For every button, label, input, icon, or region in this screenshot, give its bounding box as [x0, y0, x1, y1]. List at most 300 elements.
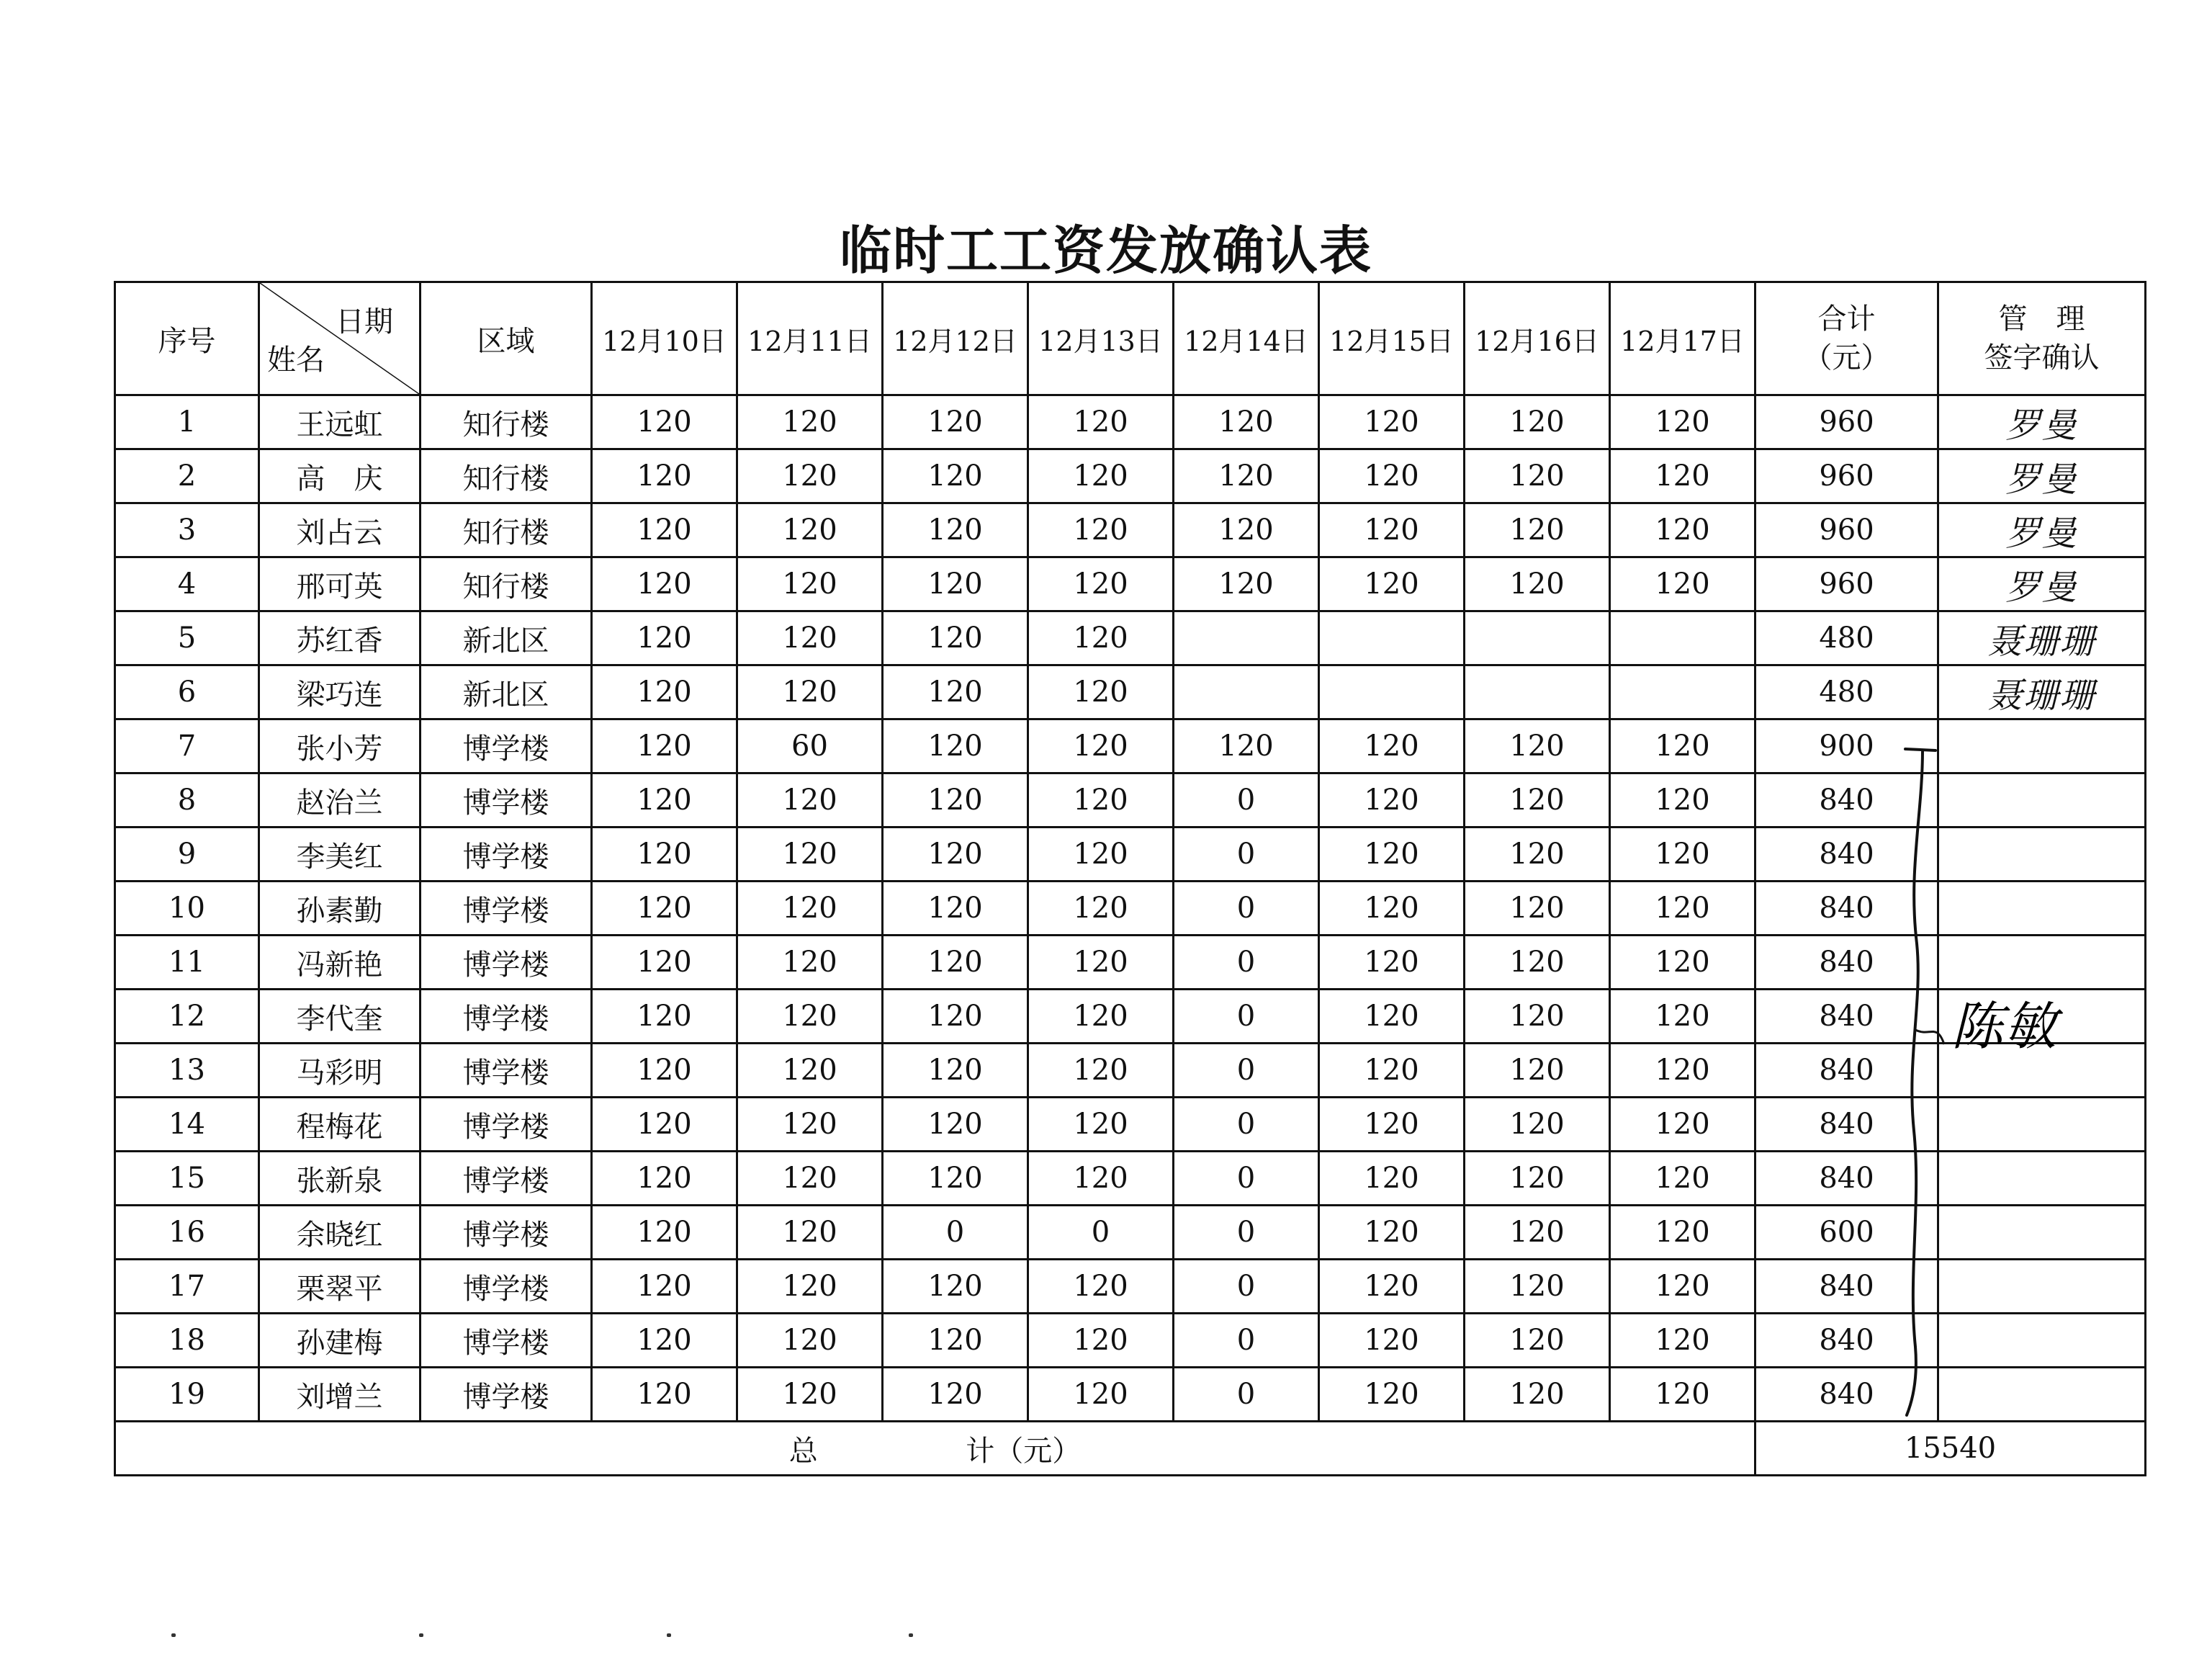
- row-day-1-wage: 120: [592, 503, 737, 557]
- row-day-3-wage: 120: [883, 503, 1028, 557]
- row-seq: 2: [115, 449, 259, 503]
- header-total-line2: （元）: [1803, 341, 1890, 374]
- header-signature: [1938, 282, 2146, 395]
- row-day-8-wage: 120: [1610, 395, 1755, 449]
- header-total-line1: 合计: [1817, 302, 1876, 336]
- header-date-2: 12月11日: [737, 282, 883, 395]
- row-day-6-wage: 120: [1319, 719, 1465, 773]
- row-day-3-wage: 120: [883, 557, 1028, 611]
- row-area: 博学楼: [421, 773, 592, 828]
- row-day-1-wage: 120: [592, 936, 737, 990]
- row-seq: 8: [115, 773, 259, 828]
- row-day-6-wage: [1319, 665, 1465, 719]
- row-day-1-wage: 120: [592, 1368, 737, 1422]
- row-day-6-wage: 120: [1319, 395, 1465, 449]
- row-day-6-wage: 120: [1319, 1098, 1465, 1152]
- row-day-3-wage: 120: [883, 611, 1028, 665]
- table-row: [115, 828, 2146, 882]
- header-date-label: 日期: [336, 305, 393, 338]
- header-area: 区域: [421, 282, 592, 395]
- row-day-7-wage: 120: [1465, 557, 1610, 611]
- row-area: 知行楼: [421, 395, 592, 449]
- row-day-7-wage: 120: [1465, 990, 1610, 1044]
- row-total: 840: [1755, 1044, 1938, 1098]
- row-day-8-wage: 120: [1610, 1152, 1755, 1206]
- row-day-4-wage: 120: [1028, 1152, 1174, 1206]
- row-day-6-wage: 120: [1319, 1368, 1465, 1422]
- header-name-label: 姓名: [267, 344, 325, 377]
- row-day-5-wage: 0: [1174, 828, 1319, 882]
- row-total: 900: [1755, 719, 1938, 773]
- row-seq: 12: [115, 990, 259, 1044]
- row-day-2-wage: 120: [737, 1098, 883, 1152]
- signature-luo-man: 罗曼: [2005, 513, 2078, 554]
- row-seq: 11: [115, 936, 259, 990]
- row-area: 博学楼: [421, 719, 592, 773]
- row-day-6-wage: 120: [1319, 773, 1465, 828]
- row-total: 960: [1755, 557, 1938, 611]
- table-row: [115, 449, 2146, 503]
- row-area: 博学楼: [421, 882, 592, 936]
- row-day-5-wage: 0: [1174, 1098, 1319, 1152]
- row-day-2-wage: 120: [737, 1368, 883, 1422]
- row-signature: [1938, 1368, 2146, 1422]
- row-day-2-wage: 120: [737, 1260, 883, 1314]
- row-day-4-wage: 0: [1028, 1206, 1174, 1260]
- table-row: [115, 773, 2146, 828]
- header-row: [115, 282, 2146, 395]
- row-total: 840: [1755, 828, 1938, 882]
- row-day-3-wage: 120: [883, 990, 1028, 1044]
- row-day-6-wage: 120: [1319, 1260, 1465, 1314]
- row-name: 栗翠平: [259, 1260, 421, 1314]
- header-date-7: 12月16日: [1465, 282, 1610, 395]
- row-seq: 13: [115, 1044, 259, 1098]
- row-day-3-wage: 120: [883, 882, 1028, 936]
- row-day-5-wage: [1174, 611, 1319, 665]
- footer-total-label: [115, 1422, 1755, 1476]
- row-day-5-wage: 0: [1174, 990, 1319, 1044]
- header-signature-line1: 管 理: [1998, 302, 2085, 336]
- row-day-7-wage: 120: [1465, 1206, 1610, 1260]
- row-day-5-wage: 0: [1174, 773, 1319, 828]
- row-day-7-wage: 120: [1465, 773, 1610, 828]
- row-day-2-wage: 120: [737, 882, 883, 936]
- row-day-8-wage: 120: [1610, 719, 1755, 773]
- footer-grand-total: 15540: [1755, 1422, 2146, 1476]
- row-day-8-wage: 120: [1610, 936, 1755, 990]
- row-day-4-wage: 120: [1028, 990, 1174, 1044]
- header-date-3: 12月12日: [883, 282, 1028, 395]
- row-day-2-wage: 120: [737, 665, 883, 719]
- row-day-4-wage: 120: [1028, 1368, 1174, 1422]
- header-date-1: 12月10日: [592, 282, 737, 395]
- signature-chen-min: 陈敏: [1951, 996, 2059, 1057]
- row-seq: 17: [115, 1260, 259, 1314]
- row-signature: [1938, 1044, 2146, 1098]
- row-day-3-wage: 120: [883, 828, 1028, 882]
- row-area: 新北区: [421, 611, 592, 665]
- row-day-5-wage: 120: [1174, 503, 1319, 557]
- table-row: [115, 882, 2146, 936]
- row-name: 张新泉: [259, 1152, 421, 1206]
- row-area: 博学楼: [421, 1098, 592, 1152]
- row-name: 邢可英: [259, 557, 421, 611]
- row-seq: 16: [115, 1206, 259, 1260]
- row-signature: [1938, 1260, 2146, 1314]
- row-day-5-wage: 120: [1174, 449, 1319, 503]
- table-body: [115, 395, 2146, 1422]
- row-day-5-wage: 120: [1174, 719, 1319, 773]
- row-day-8-wage: 120: [1610, 1098, 1755, 1152]
- row-day-8-wage: 120: [1610, 1260, 1755, 1314]
- row-name: 余晓红: [259, 1206, 421, 1260]
- table-row: [115, 990, 2146, 1044]
- row-day-8-wage: 120: [1610, 828, 1755, 882]
- row-area: 博学楼: [421, 1206, 592, 1260]
- row-day-6-wage: 120: [1319, 1044, 1465, 1098]
- scan-speck: [909, 1633, 913, 1637]
- row-day-8-wage: 120: [1610, 557, 1755, 611]
- table-row: [115, 936, 2146, 990]
- row-day-7-wage: 120: [1465, 503, 1610, 557]
- row-day-7-wage: 120: [1465, 1260, 1610, 1314]
- row-day-4-wage: 120: [1028, 882, 1174, 936]
- row-day-3-wage: 120: [883, 665, 1028, 719]
- row-name: 李代奎: [259, 990, 421, 1044]
- header-signature-line2: 签字确认: [1984, 341, 2100, 374]
- row-total: 840: [1755, 1314, 1938, 1368]
- row-seq: 4: [115, 557, 259, 611]
- row-seq: 10: [115, 882, 259, 936]
- row-day-5-wage: 0: [1174, 882, 1319, 936]
- row-day-6-wage: 120: [1319, 1152, 1465, 1206]
- row-signature: [1938, 990, 2146, 1044]
- signature-luo-man: 罗曼: [2005, 405, 2078, 446]
- row-day-4-wage: 120: [1028, 449, 1174, 503]
- row-day-2-wage: 120: [737, 990, 883, 1044]
- row-total: 840: [1755, 1260, 1938, 1314]
- row-day-7-wage: 120: [1465, 1044, 1610, 1098]
- row-day-4-wage: 120: [1028, 665, 1174, 719]
- row-name: 刘占云: [259, 503, 421, 557]
- row-total: 840: [1755, 1152, 1938, 1206]
- row-day-1-wage: 120: [592, 395, 737, 449]
- row-signature: [1938, 1314, 2146, 1368]
- row-day-6-wage: 120: [1319, 882, 1465, 936]
- row-day-4-wage: 120: [1028, 719, 1174, 773]
- footer-label-right: 计（元）: [966, 1434, 1082, 1468]
- row-day-4-wage: 120: [1028, 1260, 1174, 1314]
- row-name: 高 庆: [259, 449, 421, 503]
- row-day-3-wage: 120: [883, 719, 1028, 773]
- row-day-2-wage: 120: [737, 936, 883, 990]
- header-date-8: 12月17日: [1610, 282, 1755, 395]
- row-day-7-wage: 120: [1465, 828, 1610, 882]
- row-day-6-wage: 120: [1319, 449, 1465, 503]
- table-row: [115, 1098, 2146, 1152]
- row-day-7-wage: 120: [1465, 1368, 1610, 1422]
- row-day-5-wage: 0: [1174, 1260, 1319, 1314]
- row-total: 960: [1755, 395, 1938, 449]
- row-day-5-wage: 0: [1174, 1206, 1319, 1260]
- row-day-1-wage: 120: [592, 1044, 737, 1098]
- row-name: 王远虹: [259, 395, 421, 449]
- row-signature: [1938, 395, 2146, 449]
- row-total: 840: [1755, 1098, 1938, 1152]
- row-day-4-wage: 120: [1028, 1314, 1174, 1368]
- row-seq: 6: [115, 665, 259, 719]
- row-day-4-wage: 120: [1028, 1044, 1174, 1098]
- row-day-4-wage: 120: [1028, 557, 1174, 611]
- row-area: 博学楼: [421, 936, 592, 990]
- row-day-3-wage: 120: [883, 449, 1028, 503]
- header-date-5: 12月14日: [1174, 282, 1319, 395]
- row-signature: [1938, 665, 2146, 719]
- signature-nie-shanshan: 聂珊珊: [1987, 621, 2096, 662]
- table-row: [115, 1206, 2146, 1260]
- row-name: 刘增兰: [259, 1368, 421, 1422]
- row-day-8-wage: [1610, 665, 1755, 719]
- row-day-6-wage: 120: [1319, 990, 1465, 1044]
- row-day-3-wage: 120: [883, 395, 1028, 449]
- row-day-8-wage: 120: [1610, 773, 1755, 828]
- row-day-7-wage: 120: [1465, 449, 1610, 503]
- row-area: 博学楼: [421, 828, 592, 882]
- row-day-5-wage: 0: [1174, 1314, 1319, 1368]
- header-date-name-diagonal: [259, 282, 421, 395]
- row-name: 孙素勤: [259, 882, 421, 936]
- row-day-3-wage: 120: [883, 1152, 1028, 1206]
- row-area: 博学楼: [421, 1314, 592, 1368]
- row-day-8-wage: 120: [1610, 503, 1755, 557]
- row-day-4-wage: 120: [1028, 611, 1174, 665]
- row-day-3-wage: 120: [883, 936, 1028, 990]
- row-day-2-wage: 120: [737, 1314, 883, 1368]
- row-day-6-wage: 120: [1319, 1314, 1465, 1368]
- row-name: 冯新艳: [259, 936, 421, 990]
- row-day-2-wage: 120: [737, 611, 883, 665]
- row-signature: [1938, 449, 2146, 503]
- row-day-7-wage: 120: [1465, 882, 1610, 936]
- row-area: 博学楼: [421, 1044, 592, 1098]
- row-name: 马彩明: [259, 1044, 421, 1098]
- row-day-5-wage: 0: [1174, 1152, 1319, 1206]
- table-row: [115, 1044, 2146, 1098]
- row-day-1-wage: 120: [592, 557, 737, 611]
- row-area: 博学楼: [421, 1368, 592, 1422]
- row-day-1-wage: 120: [592, 719, 737, 773]
- scan-speck: [419, 1633, 423, 1637]
- row-day-7-wage: [1465, 665, 1610, 719]
- header-total: [1755, 282, 1938, 395]
- row-day-7-wage: 120: [1465, 1098, 1610, 1152]
- row-total: 960: [1755, 449, 1938, 503]
- row-day-7-wage: 120: [1465, 719, 1610, 773]
- row-name: 梁巧连: [259, 665, 421, 719]
- row-area: 知行楼: [421, 557, 592, 611]
- row-day-5-wage: 0: [1174, 1044, 1319, 1098]
- row-day-4-wage: 120: [1028, 773, 1174, 828]
- row-day-3-wage: 120: [883, 1098, 1028, 1152]
- row-day-3-wage: 120: [883, 1260, 1028, 1314]
- footer-row: [115, 1422, 2146, 1476]
- row-total: 840: [1755, 773, 1938, 828]
- row-seq: 5: [115, 611, 259, 665]
- row-day-2-wage: 60: [737, 719, 883, 773]
- row-name: 苏红香: [259, 611, 421, 665]
- row-day-1-wage: 120: [592, 611, 737, 665]
- row-day-3-wage: 0: [883, 1206, 1028, 1260]
- row-day-6-wage: 120: [1319, 557, 1465, 611]
- scan-speck: [667, 1633, 671, 1637]
- row-day-2-wage: 120: [737, 773, 883, 828]
- row-day-1-wage: 120: [592, 990, 737, 1044]
- row-signature: [1938, 1152, 2146, 1206]
- row-signature: [1938, 828, 2146, 882]
- row-day-6-wage: 120: [1319, 1206, 1465, 1260]
- row-day-8-wage: 120: [1610, 449, 1755, 503]
- row-area: 博学楼: [421, 1260, 592, 1314]
- row-area: 博学楼: [421, 1152, 592, 1206]
- row-day-7-wage: [1465, 611, 1610, 665]
- row-name: 李美红: [259, 828, 421, 882]
- table-row: [115, 665, 2146, 719]
- table-row: [115, 1314, 2146, 1368]
- row-day-1-wage: 120: [592, 882, 737, 936]
- row-seq: 9: [115, 828, 259, 882]
- row-signature: [1938, 1098, 2146, 1152]
- row-day-1-wage: 120: [592, 1206, 737, 1260]
- row-day-7-wage: 120: [1465, 1314, 1610, 1368]
- row-day-2-wage: 120: [737, 1044, 883, 1098]
- row-day-4-wage: 120: [1028, 395, 1174, 449]
- row-area: 新北区: [421, 665, 592, 719]
- row-day-2-wage: 120: [737, 828, 883, 882]
- row-day-1-wage: 120: [592, 449, 737, 503]
- row-day-8-wage: 120: [1610, 1314, 1755, 1368]
- row-name: 赵治兰: [259, 773, 421, 828]
- row-day-2-wage: 120: [737, 503, 883, 557]
- row-seq: 7: [115, 719, 259, 773]
- row-day-5-wage: 0: [1174, 1368, 1319, 1422]
- row-day-6-wage: 120: [1319, 936, 1465, 990]
- row-day-2-wage: 120: [737, 1152, 883, 1206]
- document-title: 临时工工资发放确认表: [839, 220, 1372, 281]
- row-day-8-wage: [1610, 611, 1755, 665]
- row-area: 知行楼: [421, 449, 592, 503]
- row-total: 840: [1755, 936, 1938, 990]
- row-signature: [1938, 882, 2146, 936]
- footer-label-left: 总: [788, 1434, 818, 1468]
- row-seq: 14: [115, 1098, 259, 1152]
- row-seq: 15: [115, 1152, 259, 1206]
- row-total: 960: [1755, 503, 1938, 557]
- row-day-3-wage: 120: [883, 1044, 1028, 1098]
- row-seq: 18: [115, 1314, 259, 1368]
- table-row: [115, 1260, 2146, 1314]
- table-row: [115, 1368, 2146, 1422]
- row-area: 博学楼: [421, 990, 592, 1044]
- row-day-8-wage: 120: [1610, 882, 1755, 936]
- row-signature: [1938, 503, 2146, 557]
- row-total: 480: [1755, 611, 1938, 665]
- row-day-7-wage: 120: [1465, 395, 1610, 449]
- row-day-4-wage: 120: [1028, 936, 1174, 990]
- row-total: 840: [1755, 1368, 1938, 1422]
- row-name: 程梅花: [259, 1098, 421, 1152]
- row-day-8-wage: 120: [1610, 1044, 1755, 1098]
- row-total: 480: [1755, 665, 1938, 719]
- row-day-2-wage: 120: [737, 557, 883, 611]
- row-signature: [1938, 1206, 2146, 1260]
- row-day-5-wage: 120: [1174, 557, 1319, 611]
- row-day-8-wage: 120: [1610, 1206, 1755, 1260]
- row-day-1-wage: 120: [592, 1098, 737, 1152]
- header-date-4: 12月13日: [1028, 282, 1174, 395]
- row-day-1-wage: 120: [592, 1152, 737, 1206]
- row-signature: [1938, 936, 2146, 990]
- signature-nie-shanshan: 聂珊珊: [1987, 675, 2096, 716]
- table-row: [115, 611, 2146, 665]
- header-seq: 序号: [115, 282, 259, 395]
- row-day-5-wage: 120: [1174, 395, 1319, 449]
- row-seq: 19: [115, 1368, 259, 1422]
- signature-luo-man: 罗曼: [2005, 459, 2078, 500]
- row-day-5-wage: [1174, 665, 1319, 719]
- row-day-2-wage: 120: [737, 449, 883, 503]
- row-day-6-wage: [1319, 611, 1465, 665]
- row-seq: 1: [115, 395, 259, 449]
- row-day-7-wage: 120: [1465, 1152, 1610, 1206]
- row-day-2-wage: 120: [737, 1206, 883, 1260]
- table-row: [115, 395, 2146, 449]
- row-day-1-wage: 120: [592, 773, 737, 828]
- row-day-4-wage: 120: [1028, 1098, 1174, 1152]
- signature-luo-man: 罗曼: [2005, 567, 2078, 608]
- row-area: 知行楼: [421, 503, 592, 557]
- row-day-3-wage: 120: [883, 773, 1028, 828]
- row-day-3-wage: 120: [883, 1368, 1028, 1422]
- row-seq: 3: [115, 503, 259, 557]
- row-day-4-wage: 120: [1028, 828, 1174, 882]
- table-row: [115, 557, 2146, 611]
- row-day-4-wage: 120: [1028, 503, 1174, 557]
- row-day-6-wage: 120: [1319, 503, 1465, 557]
- row-signature: [1938, 773, 2146, 828]
- row-total: 600: [1755, 1206, 1938, 1260]
- row-day-3-wage: 120: [883, 1314, 1028, 1368]
- row-day-1-wage: 120: [592, 665, 737, 719]
- row-day-6-wage: 120: [1319, 828, 1465, 882]
- row-day-8-wage: 120: [1610, 990, 1755, 1044]
- scan-speck: [171, 1633, 176, 1637]
- row-day-5-wage: 0: [1174, 936, 1319, 990]
- row-signature: [1938, 557, 2146, 611]
- table-row: [115, 1152, 2146, 1206]
- row-signature: [1938, 719, 2146, 773]
- row-day-1-wage: 120: [592, 828, 737, 882]
- row-day-2-wage: 120: [737, 395, 883, 449]
- row-name: 孙建梅: [259, 1314, 421, 1368]
- wage-table: [114, 281, 2146, 1476]
- header-date-6: 12月15日: [1319, 282, 1465, 395]
- row-day-1-wage: 120: [592, 1314, 737, 1368]
- row-name: 张小芳: [259, 719, 421, 773]
- row-signature: [1938, 611, 2146, 665]
- row-day-7-wage: 120: [1465, 936, 1610, 990]
- table-row: [115, 503, 2146, 557]
